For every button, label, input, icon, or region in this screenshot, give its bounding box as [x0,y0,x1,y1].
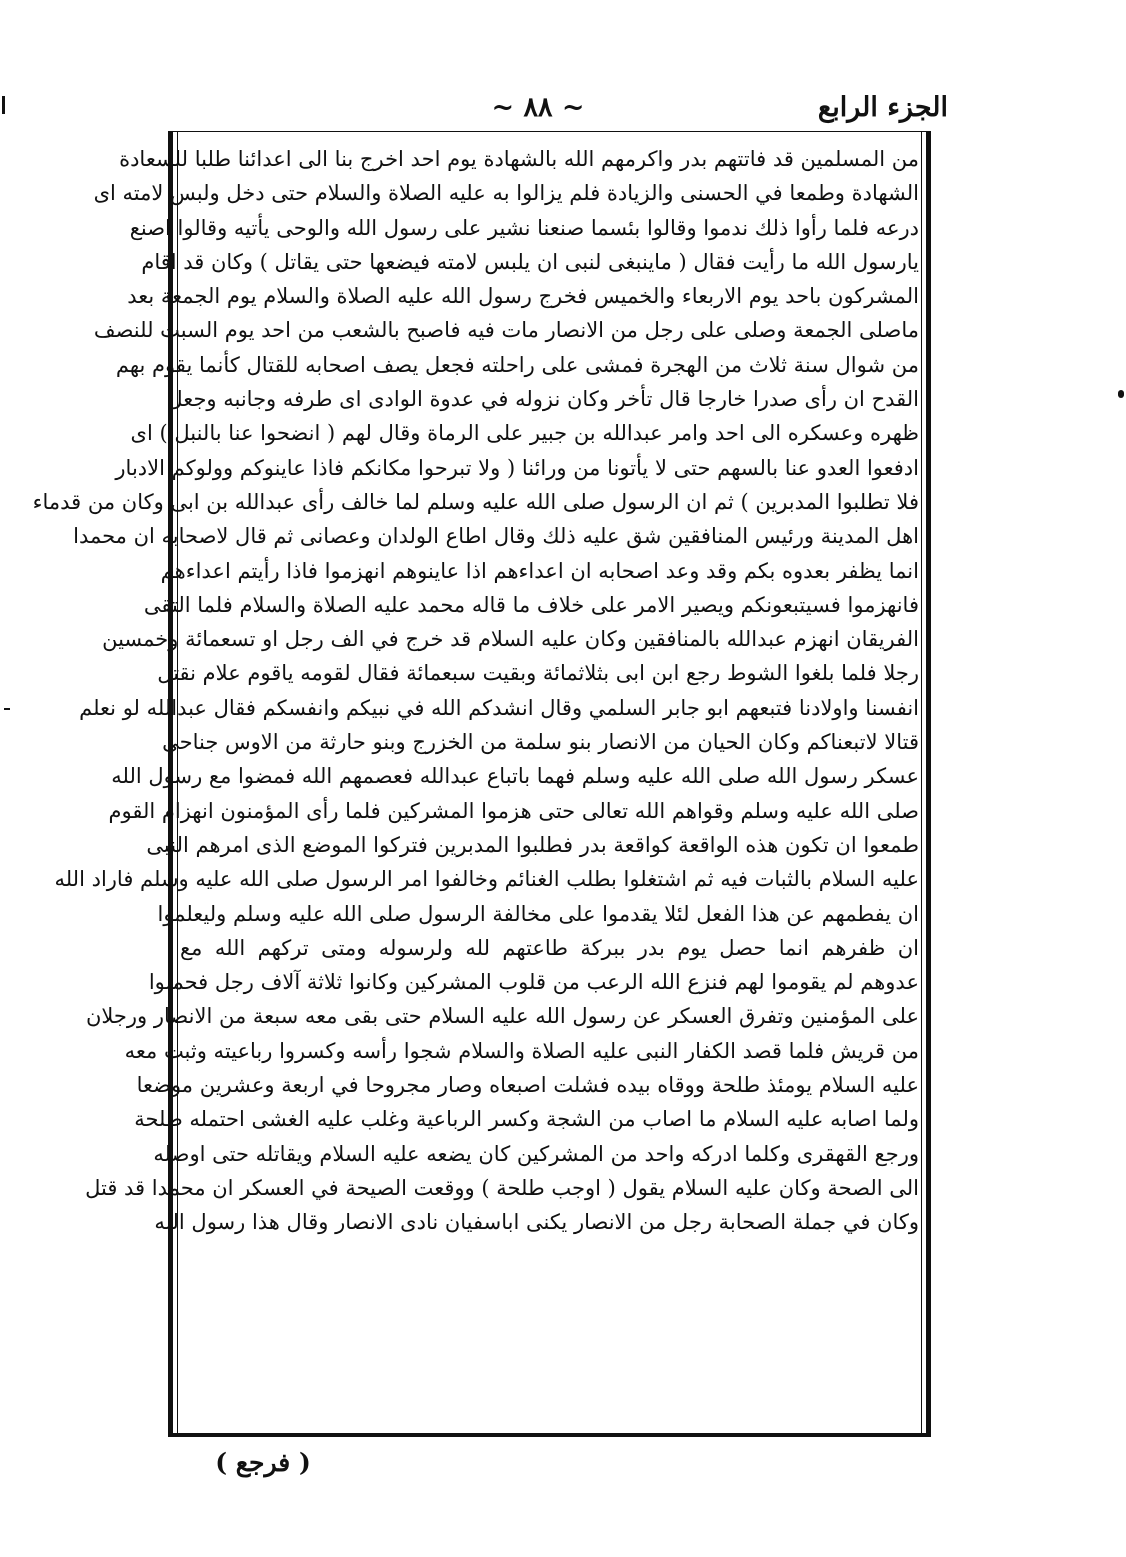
text-line: عسكر رسول الله صلى الله عليه وسلم فهما باتباع عبدالله فعصمهم الله فمضوا مع رسول الله [111,764,919,789]
text-line: صلى الله عليه وسلم وقواهم الله تعالى حتى هزموا المشركين فلما رأى المؤمنون انهزام القوم [108,798,919,823]
text-line: الفريقان انهزم عبدالله بالمنافقين وكان عليه السلام قد خرج في الف رجل او تسعمائة وخمسين [102,627,919,652]
text-line: درعه فلما رأوا ذلك ندموا وقالوا بئسما صنعنا نشير على رسول الله والوحى يأتيه وقالوا اصنع [129,215,919,240]
text-line: وكان في جملة الصحابة رجل من الانصار يكنى اباسفيان نادى الانصار وقال هذا رسول الله [154,1210,919,1235]
text-line: القدح ان رأى صدرا خارجا قال تأخر وكان نزوله في عدوة الوادى اى طرفه وجانبه وجعل [167,387,919,412]
text-line: ان يفطمهم عن هذا الفعل لئلا يقدموا على مخالفة الرسول صلى الله عليه وسلم وليعلموا [157,901,919,926]
text-line: من قريش فلما قصد الكفار النبى عليه الصلاة والسلام شجوا رأسه وكسروا رباعيته وثبت معه [124,1038,919,1063]
scan-speck [1118,390,1124,398]
text-line: عليه السلام بالثبات فيه ثم اشتغلوا بطلب الغنائم وخالفوا امر الرسول صلى الله عليه وسلم فاراد الله [54,867,919,892]
text-line: ظهره وعسكره الى احد وامر عبدالله بن جبير على الرماة وقال لهم ( انضحوا عنا بالنبل ) اى [130,421,919,446]
text-line: انما يظفر بعدوه بكم وقد وعد اصحابه ان اعداءهم اذا عاينوهم انهزموا فاذا رأيتم اعداءهم [160,558,919,583]
text-line: انفسنا واولادنا فتبعهم ابو جابر السلمي وقال انشدكم الله في نبيكم وانفسكم فقال عبدالله لو نعلم [79,695,919,720]
text-line: عليه السلام يومئذ طلحة ووقاه بيده فشلت اصبعاه وصار مجروحا في اربعة وعشرين موضعا [136,1073,919,1098]
text-line: عدوهم لم يقوموا لهم فنزع الله الرعب من قلوب المشركين وكانوا ثلاثة آلاف رجل فحملوا [148,970,919,995]
text-line: ورجع القهقرى وكلما ادركه واحد من المشركين كان يضعه عليه السلام ويقاتله حتى اوصله [153,1141,919,1166]
text-line: الشهادة وطمعا في الحسنى والزيادة فلم يزالوا به عليه الصلاة والسلام حتى دخل ولبس لامته اى [93,181,919,206]
text-line: ولما اصابه عليه السلام ما اصاب من الشجة وكسر الرباعية وغلب عليه الغشى احتمله طلحة [134,1107,919,1132]
page-number: ~ ٨٨ ~ [491,92,585,123]
text-line: طمعوا ان تكون هذه الواقعة كواقعة بدر فطلبوا المدبرين فتركوا الموضع الذى امرهم النبى [146,832,919,857]
catchword: ( فرجع ) [215,1448,311,1477]
text-line: على المؤمنين وتفرق العسكر عن رسول الله عليه السلام حتى بقى معه سبعة من الانصار ورجلان [85,1004,919,1029]
text-line: الى الصحة وكان عليه السلام يقول ( اوجب طلحة ) ووقعت الصيحة في العسكر ان محمدا قد قتل [85,1175,919,1200]
body-text [32,142,919,1240]
text-line: قتالا لاتبعناكم وكان الحيان من الانصار بنو سلمة من الخزرج وبنو حارثة من الاوس جناحى [162,730,919,755]
text-line: اهل المدينة ورئيس المنافقين شق عليه ذلك وقال اطاع الولدان وعصانى ثم قال لاصحابه ان محمدا [73,524,919,549]
text-line: ماصلى الجمعة وصلى على رجل من الانصار مات فيه فاصبح بالشعب من احد يوم السبت للنصف [93,318,919,343]
scan-speck [4,708,10,710]
scan-speck [2,96,5,114]
text-line: من شوال سنة ثلاث من الهجرة فمشى على راحلته فجعل يصف اصحابه للقتال كأنما يقوم بهم [115,352,919,377]
text-line: رجلا فلما بلغوا الشوط رجع ابن ابى بثلاثمائة وبقيت سبعمائة فقال لقومه ياقوم علام نقتل [157,661,919,686]
text-line: ادفعوا العدو عنا بالسهم حتى لا يأتونا من ورائنا ( ولا تبرحوا مكانكم فاذا عاينوكم وولوكم الادبار [115,455,919,480]
text-line: فانهزموا فسيتبعونكم ويصير الامر على خلاف ما قاله محمد عليه الصلاة والسلام فلما التقى [143,592,919,617]
text-line: فلا تطلبوا المدبرين ) ثم ان الرسول صلى الله عليه وسلم لما خالف رأى عبدالله بن ابى وكان من قدماء [32,489,919,514]
text-line: المشركون باحد يوم الاربعاء والخميس فخرج رسول الله عليه الصلاة والسلام يوم الجمعة بعد [127,284,919,309]
running-header [168,92,948,128]
part-title: الجزء الرابع [817,92,948,123]
text-line: ان ظفرهم انما حصل يوم بدر ببركة طاعتهم لله ولرسوله ومتى تركهم الله مع [180,935,919,960]
text-line: من المسلمين قد فاتتهم بدر واكرمهم الله بالشهادة يوم احد اخرج بنا الى اعدائنا طلبا للسعادة [119,147,919,171]
text-line: يارسول الله ما رأيت فقال ( ماينبغى لنبى ان يلبس لامته فيضعها حتى يقاتل ) وكان قد اقام [141,249,919,274]
